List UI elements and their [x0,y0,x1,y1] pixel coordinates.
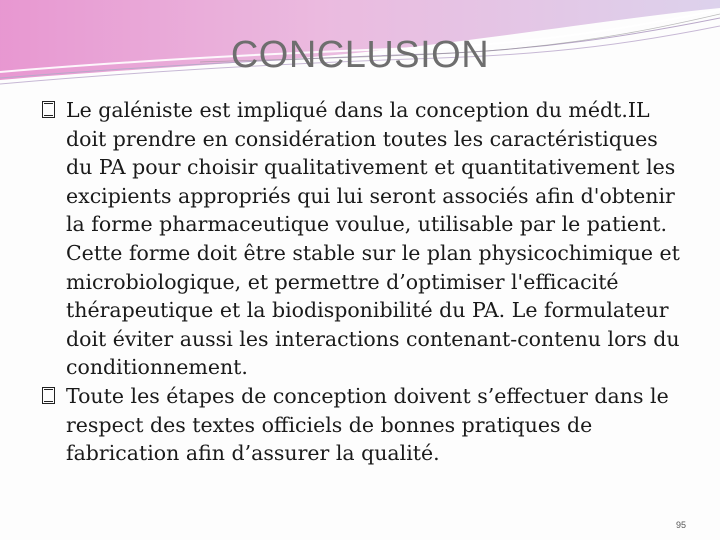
slide-title: CONCLUSION [230,34,490,76]
bullet-glyph-icon [42,387,55,404]
bullet-text: Le galéniste est impliqué dans la conception du médt.IL doit prendre en considération toutes les caractéristiques du PA pour choisir qualitativement et quantitativement les excipients appropriés qui lui seront associés afin d'obtenir la forme pharmaceutique voulue, utilisable par le patient. Cette forme doit être stable sur le plan physicochimique et microbiologique, et permettre d’optimiser l'efficacité thérapeutique et la biodisponibilité du PA. Le formulateur doit éviter aussi les interactions contenant-contenu lors du conditionnement. [66,98,680,380]
bullet-item-2 [42,382,682,468]
bullet-text: Toute les étapes de conception doivent s’effectuer dans le respect des textes officiels de bonnes pratiques de fabrication afin d’assurer la qualité. [66,383,669,466]
bullet-item-1 [42,96,682,382]
slide-body [42,96,682,468]
page-number: 95 [675,520,686,530]
bullet-glyph-icon [42,101,55,118]
